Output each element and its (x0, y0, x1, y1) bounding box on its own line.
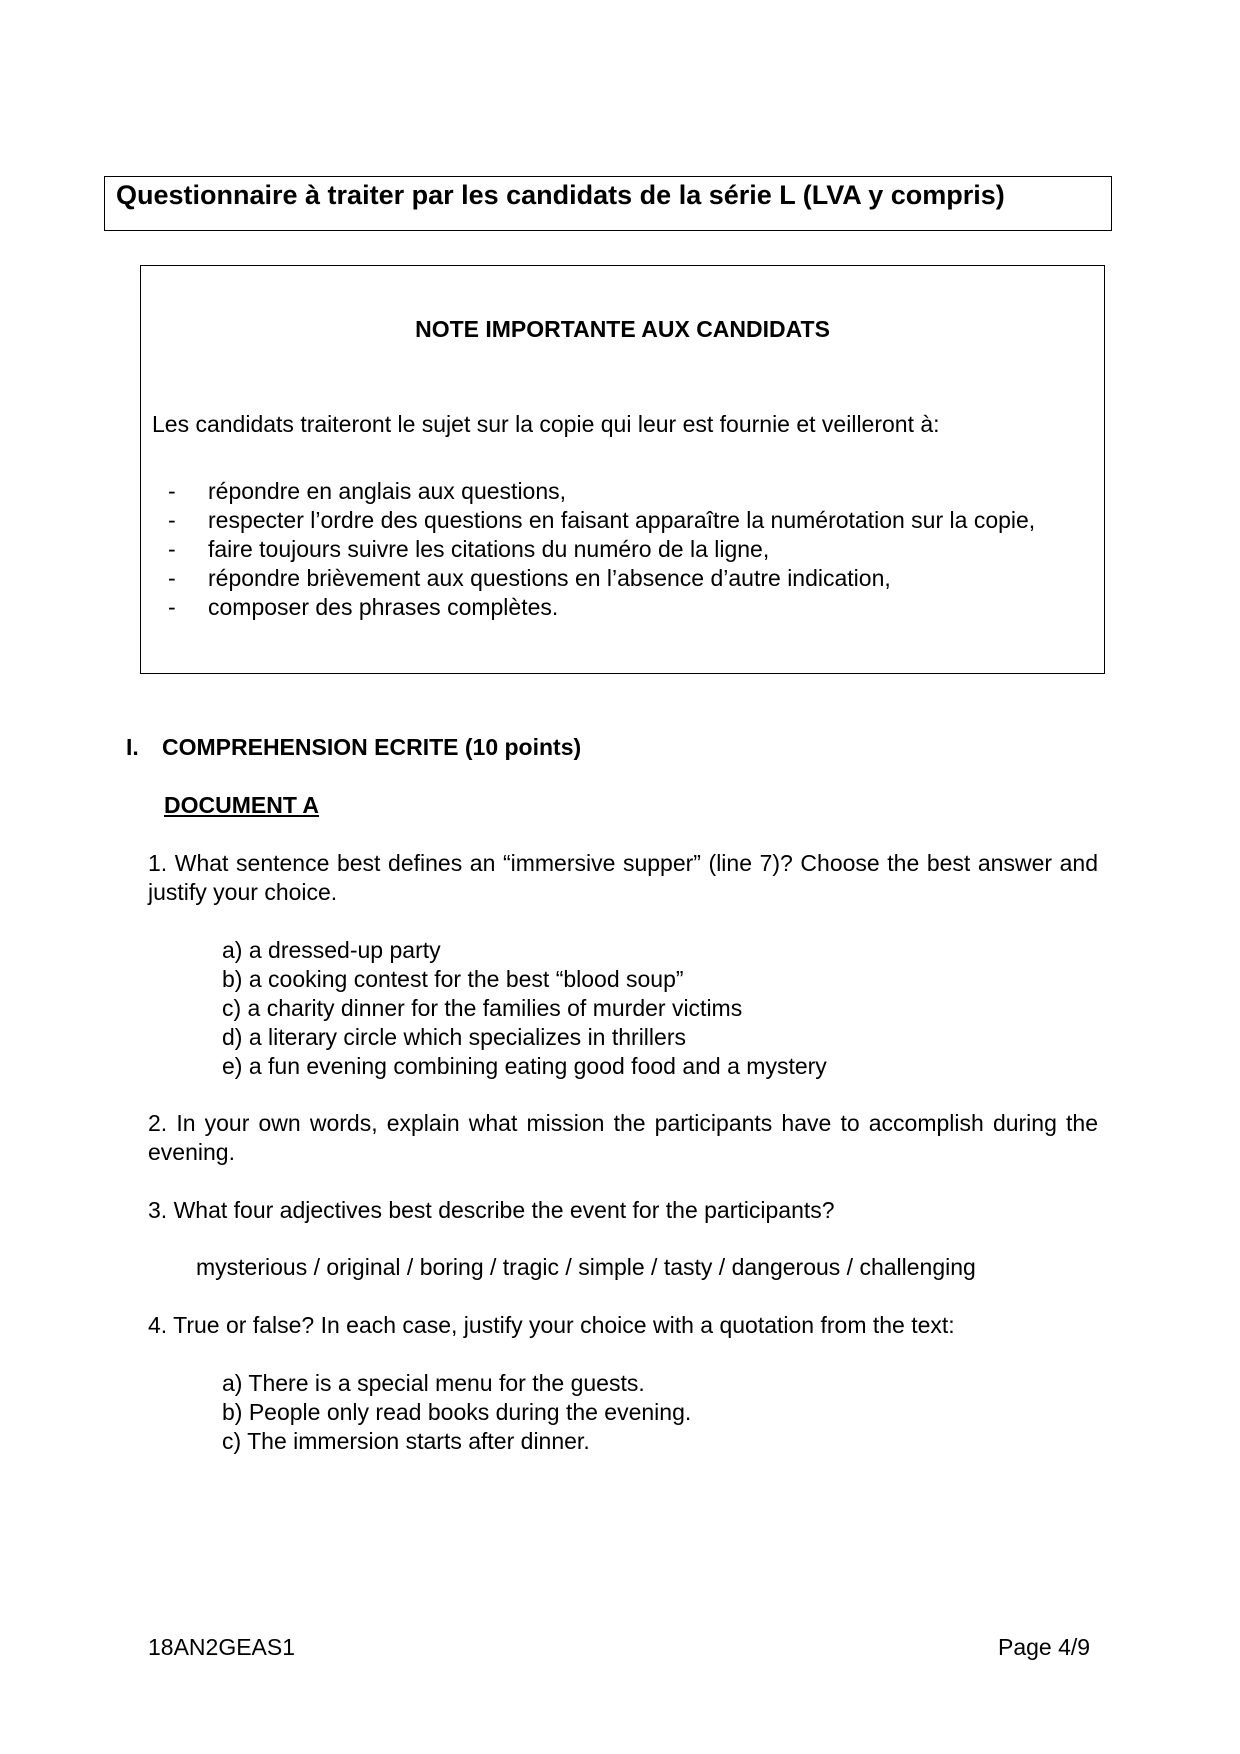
list-item: - répondre brièvement aux questions en l’absence d’autre indication, (168, 565, 891, 591)
option-a: a) a dressed-up party (222, 937, 441, 963)
section-number: I. (126, 734, 139, 760)
list-item: - composer des phrases complètes. (168, 594, 559, 620)
question-1: 1. What sentence best defines an “immersive supper” (line 7)? Choose the best answer and justify your choice. (148, 850, 1098, 905)
question-4-options (222, 1369, 691, 1456)
option-e: e) a fun evening combining eating good food and a mystery (222, 1053, 827, 1079)
question-4: 4. True or false? In each case, justify your choice with a quotation from the text: (148, 1312, 955, 1338)
question-1-options (222, 936, 827, 1081)
note-heading: NOTE IMPORTANTE AUX CANDIDATS (415, 316, 830, 342)
document-title: DOCUMENT A (164, 792, 320, 818)
question-3: 3. What four adjectives best describe the event for the participants? (148, 1197, 835, 1223)
list-item: - répondre en anglais aux questions, (168, 478, 567, 504)
note-intro: Les candidats traiteront le sujet sur la copie qui leur est fournie et veilleront à: (152, 411, 940, 437)
page-title: Questionnaire à traiter par les candidats de la série L (LVA y compris) (116, 180, 1005, 210)
statement-b: b) People only read books during the evening. (222, 1399, 692, 1425)
page-number: Page 4/9 (998, 1634, 1091, 1660)
statement-a: a) There is a special menu for the guests. (222, 1370, 645, 1396)
option-b: b) a cooking contest for the best “blood soup” (222, 966, 684, 992)
note-list (168, 477, 1035, 622)
list-item: - faire toujours suivre les citations du numéro de la ligne, (168, 536, 770, 562)
statement-c: c) The immersion starts after dinner. (222, 1428, 590, 1454)
section-title: COMPREHENSION ECRITE (10 points) (162, 734, 582, 760)
adjective-choices: mysterious / original / boring / tragic / simple / tasty / dangerous / challenging (196, 1254, 976, 1280)
document-code: 18AN2GEAS1 (148, 1634, 296, 1660)
question-2: 2. In your own words, explain what mission the participants have to accomplish during the evening. (148, 1110, 1098, 1165)
option-d: d) a literary circle which specializes in thrillers (222, 1024, 686, 1050)
option-c: c) a charity dinner for the families of murder victims (222, 995, 743, 1021)
list-item: - respecter l’ordre des questions en faisant apparaître la numérotation sur la copie, (168, 507, 1036, 533)
